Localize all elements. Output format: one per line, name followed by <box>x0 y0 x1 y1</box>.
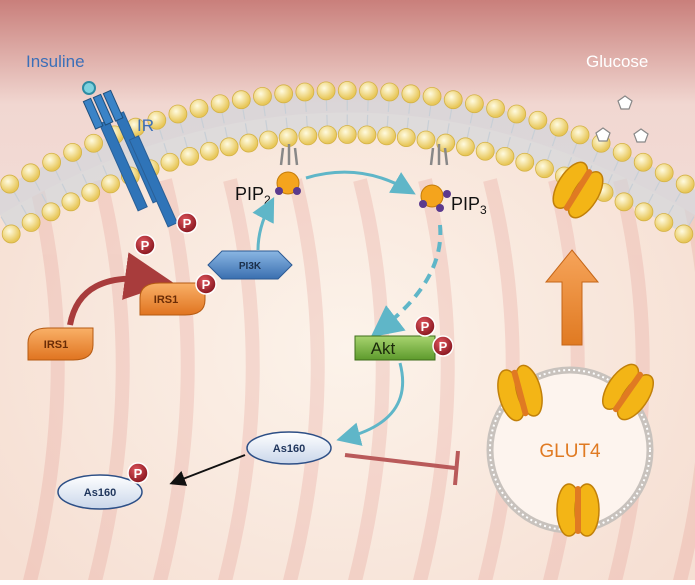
phospholipid-head <box>181 147 199 165</box>
phospholipid-head <box>200 142 218 160</box>
phospholipid-head <box>338 82 356 100</box>
phospholipid-head <box>571 126 589 144</box>
phospholipid-head <box>487 99 505 117</box>
phospholipid-head <box>42 203 60 221</box>
as160-protein <box>247 432 331 464</box>
phosphate-icon <box>128 463 148 483</box>
phospholipid-head <box>536 160 554 178</box>
phospholipid-head <box>253 87 271 105</box>
phospholipid-head <box>417 131 435 149</box>
phosphate-icon <box>177 213 197 233</box>
phospholipid-head <box>655 164 673 182</box>
phospholipid-head <box>465 95 483 113</box>
phospholipid-head <box>496 147 514 165</box>
phospholipid-head <box>338 126 356 144</box>
phospholipid-head <box>279 129 297 147</box>
phospholipid-head <box>22 214 40 232</box>
as160-label: As160 <box>273 443 305 455</box>
phosphate-label: P <box>141 238 150 253</box>
phospholipid-head <box>240 134 258 152</box>
phospholipid-head <box>1 175 19 193</box>
phospholipid-head <box>43 153 61 171</box>
phosphate-label: P <box>134 466 143 481</box>
akt-protein <box>355 336 435 360</box>
phospholipid-head <box>529 111 547 129</box>
irs1-free-protein <box>28 328 93 360</box>
phospholipid-head <box>613 143 631 161</box>
phosphate-icon <box>415 316 435 336</box>
phospholipid-head <box>402 85 420 103</box>
akt-label: Akt <box>371 339 396 358</box>
phospholipid-head <box>317 82 335 100</box>
phospholipid-head <box>359 82 377 100</box>
phospholipid-head <box>82 183 100 201</box>
phospholipid-head <box>299 127 317 145</box>
phospholipid-head <box>211 95 229 113</box>
phospholipid-head <box>508 105 526 123</box>
glut4-label: GLUT4 <box>539 441 601 462</box>
pip3-label: $PIP_3$ <box>451 194 487 217</box>
irs1-free-label: IRS1 <box>44 339 68 351</box>
phospholipid-head <box>381 83 399 101</box>
phospholipid-head <box>634 153 652 171</box>
phospholipid-head <box>260 131 278 149</box>
phospholipid-head <box>190 100 208 118</box>
phospholipid-head <box>275 85 293 103</box>
as160-phos-label: As160 <box>84 487 116 499</box>
ir-label: IR <box>137 116 154 135</box>
phospholipid-head <box>615 193 633 211</box>
phospholipid-head <box>220 138 238 156</box>
pip2-label: $PIP_2$ <box>235 184 271 207</box>
irs1-bound-label: IRS1 <box>154 294 178 306</box>
pi3k-label: PI3K <box>239 261 262 272</box>
as160-phosphorylated-protein <box>58 475 142 509</box>
phospholipid-head <box>296 83 314 101</box>
phospholipid-head <box>675 225 693 243</box>
phospholipid-head <box>456 138 474 156</box>
phospholipid-head <box>397 129 415 147</box>
phosphate-label: P <box>202 277 211 292</box>
phospholipid-head <box>2 225 20 243</box>
phospholipid-head <box>516 153 534 171</box>
phospholipid-head <box>102 175 120 193</box>
phospholipid-head <box>655 214 673 232</box>
phospholipid-head <box>232 91 250 109</box>
phospholipid-head <box>444 91 462 109</box>
phospholipid-head <box>64 143 82 161</box>
phospholipid-head <box>169 105 187 123</box>
pi3k-protein <box>208 251 292 279</box>
phosphate-icon <box>433 336 453 356</box>
phospholipid-head <box>161 153 179 171</box>
phospholipid-head <box>319 126 337 144</box>
phosphate-label: P <box>183 216 192 231</box>
phosphate-label: P <box>439 339 448 354</box>
insuline-label: Insuline <box>26 52 85 71</box>
phospholipid-head <box>423 87 441 105</box>
phospholipid-head <box>22 164 40 182</box>
phospholipid-head <box>676 175 694 193</box>
phospholipid-head <box>62 193 80 211</box>
glut4-transporter-icon <box>557 484 599 536</box>
phosphate-icon <box>196 274 216 294</box>
insulin-molecule-icon <box>83 82 95 94</box>
phospholipid-head <box>476 142 494 160</box>
phosphate-icon <box>135 235 155 255</box>
phosphate-label: P <box>421 319 430 334</box>
phospholipid-head <box>550 118 568 136</box>
phospholipid-head <box>85 134 103 152</box>
phospholipid-head <box>635 203 653 221</box>
glucose-label: Glucose <box>586 52 648 71</box>
phospholipid-head <box>358 126 376 144</box>
phospholipid-head <box>378 127 396 145</box>
irs1-bound-protein <box>140 283 205 315</box>
